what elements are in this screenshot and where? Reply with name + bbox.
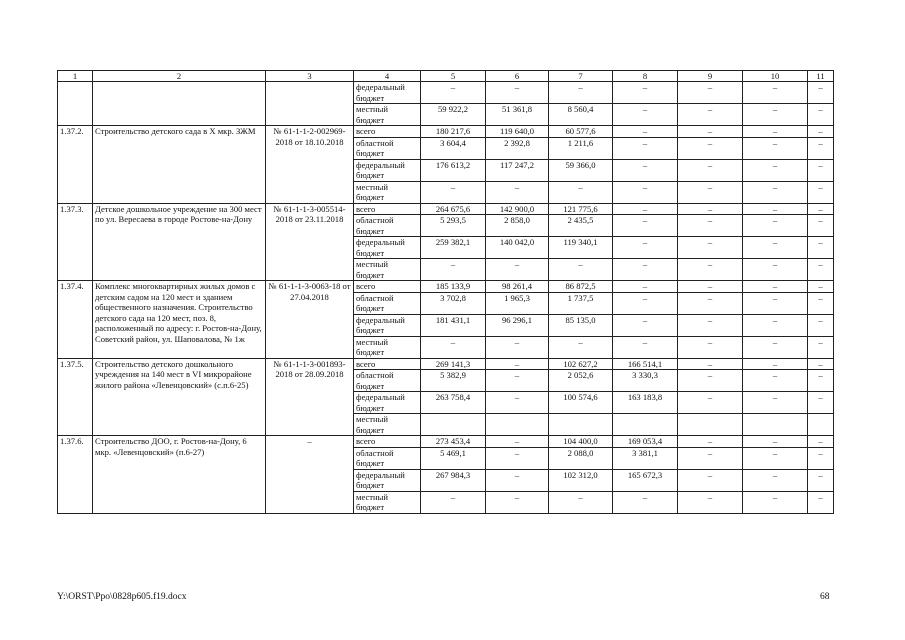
value-cell: –	[808, 392, 834, 414]
value-cell: –	[808, 292, 834, 314]
value-cell: –	[613, 104, 678, 126]
value-cell: –	[613, 237, 678, 259]
value-cell: –	[486, 491, 549, 513]
value-cell: –	[613, 137, 678, 159]
value-cell: –	[678, 203, 743, 215]
value-cell: 96 296,1	[486, 314, 549, 336]
item-name-cell: Строительство детского дошкольного учреждения на 140 мест в VI микрорайоне жилого района «Левенцовский» (с.п.6-25)	[93, 358, 266, 436]
value-cell: 2 088,0	[549, 447, 613, 469]
value-cell: –	[808, 203, 834, 215]
value-cell: –	[808, 336, 834, 358]
value-cell: –	[678, 259, 743, 281]
value-cell: –	[678, 436, 743, 448]
value-cell: –	[678, 370, 743, 392]
value-cell: –	[421, 181, 486, 203]
column-header-3: 3	[266, 71, 354, 82]
value-cell: –	[743, 447, 808, 469]
value-cell: –	[613, 336, 678, 358]
funding-source-cell: всего	[354, 358, 421, 370]
column-header-8: 8	[613, 71, 678, 82]
conclusion-cell: № 61-1-1-3-005514-2018 от 23.11.2018	[266, 203, 354, 281]
value-cell: –	[613, 215, 678, 237]
item-number-cell: 1.37.4.	[58, 281, 93, 359]
funding-source-cell: всего	[354, 436, 421, 448]
funding-source-cell: федеральный бюджет	[354, 159, 421, 181]
value-cell: –	[486, 370, 549, 392]
value-cell: 180 217,6	[421, 126, 486, 138]
value-cell: 3 330,3	[613, 370, 678, 392]
value-cell: 119 340,1	[549, 237, 613, 259]
funding-source-cell: областной бюджет	[354, 447, 421, 469]
value-cell: 166 514,1	[613, 358, 678, 370]
value-cell: 121 775,6	[549, 203, 613, 215]
value-cell: –	[743, 358, 808, 370]
value-cell: –	[808, 215, 834, 237]
item-number-cell: 1.37.5.	[58, 358, 93, 436]
value-cell: –	[613, 259, 678, 281]
value-cell: –	[808, 447, 834, 469]
conclusion-cell: № 61-1-1-2-002969-2018 от 18.10.2018	[266, 126, 354, 204]
value-cell: –	[678, 358, 743, 370]
value-cell: 2 435,5	[549, 215, 613, 237]
value-cell: –	[613, 159, 678, 181]
value-cell: –	[808, 82, 834, 104]
funding-source-cell: областной бюджет	[354, 292, 421, 314]
value-cell: –	[613, 181, 678, 203]
value-cell: –	[808, 370, 834, 392]
value-cell: –	[743, 370, 808, 392]
value-cell: –	[743, 104, 808, 126]
value-cell: –	[743, 215, 808, 237]
value-cell: 3 381,1	[613, 447, 678, 469]
value-cell: –	[808, 436, 834, 448]
value-cell: –	[613, 126, 678, 138]
value-cell: 60 577,6	[549, 126, 613, 138]
funding-source-cell: всего	[354, 203, 421, 215]
value-cell: –	[678, 137, 743, 159]
value-cell: 3 702,8	[421, 292, 486, 314]
value-cell: 264 675,6	[421, 203, 486, 215]
value-cell: –	[486, 436, 549, 448]
column-header-11: 11	[808, 71, 834, 82]
value-cell: –	[808, 237, 834, 259]
value-cell: –	[549, 259, 613, 281]
table-row	[58, 203, 834, 215]
value-cell: –	[743, 237, 808, 259]
funding-source-cell: местный бюджет	[354, 336, 421, 358]
value-cell: –	[678, 82, 743, 104]
value-cell: –	[743, 336, 808, 358]
value-cell: –	[743, 126, 808, 138]
document-path: Y:\ORST\Ppo\0828p605.f19.docx	[57, 592, 187, 602]
value-cell: 176 613,2	[421, 159, 486, 181]
value-cell: –	[421, 336, 486, 358]
value-cell: –	[808, 159, 834, 181]
funding-source-cell: местный бюджет	[354, 104, 421, 126]
value-cell: –	[678, 292, 743, 314]
value-cell: 273 453,4	[421, 436, 486, 448]
value-cell: –	[808, 358, 834, 370]
value-cell: –	[678, 104, 743, 126]
value-cell: –	[743, 491, 808, 513]
value-cell: –	[678, 336, 743, 358]
value-cell: –	[743, 203, 808, 215]
value-cell: 259 382,1	[421, 237, 486, 259]
value-cell: 5 293,5	[421, 215, 486, 237]
value-cell: 2 858,0	[486, 215, 549, 237]
value-cell: –	[421, 82, 486, 104]
value-cell: –	[678, 237, 743, 259]
value-cell: 269 141,3	[421, 358, 486, 370]
value-cell: 163 183,8	[613, 392, 678, 414]
conclusion-cell	[266, 82, 354, 126]
value-cell: 117 247,2	[486, 159, 549, 181]
value-cell	[678, 414, 743, 436]
funding-source-cell: всего	[354, 126, 421, 138]
value-cell: –	[743, 436, 808, 448]
funding-source-cell: местный бюджет	[354, 259, 421, 281]
value-cell: –	[808, 281, 834, 293]
value-cell: 98 261,4	[486, 281, 549, 293]
value-cell: –	[486, 447, 549, 469]
value-cell: –	[678, 469, 743, 491]
item-name-cell: Строительство детского сада в X мкр. ЗЖМ	[93, 126, 266, 204]
value-cell: –	[486, 392, 549, 414]
funding-source-cell: местный бюджет	[354, 414, 421, 436]
value-cell: –	[486, 181, 549, 203]
funding-source-cell: федеральный бюджет	[354, 314, 421, 336]
value-cell	[549, 414, 613, 436]
value-cell	[613, 414, 678, 436]
item-name-cell: Строительство ДОО, г. Ростов-на-Дону, 6 мкр. «Левенцовский» (п.6-27)	[93, 436, 266, 514]
value-cell: 185 133,9	[421, 281, 486, 293]
table-header	[58, 71, 834, 82]
value-cell: –	[808, 126, 834, 138]
value-cell: 85 135,0	[549, 314, 613, 336]
item-name-cell	[93, 82, 266, 126]
funding-source-cell: областной бюджет	[354, 137, 421, 159]
value-cell: 1 965,3	[486, 292, 549, 314]
value-cell: –	[808, 181, 834, 203]
funding-source-cell: федеральный бюджет	[354, 392, 421, 414]
value-cell: 1 737,5	[549, 292, 613, 314]
value-cell: –	[808, 259, 834, 281]
value-cell: –	[678, 215, 743, 237]
value-cell: –	[743, 292, 808, 314]
value-cell: –	[678, 491, 743, 513]
value-cell: 5 382,9	[421, 370, 486, 392]
value-cell: 5 469,1	[421, 447, 486, 469]
page-number: 68	[820, 592, 830, 602]
column-header-4: 4	[354, 71, 421, 82]
value-cell: –	[743, 314, 808, 336]
funding-source-cell: областной бюджет	[354, 370, 421, 392]
value-cell: –	[743, 159, 808, 181]
conclusion-cell: № 61-1-1-3-001893-2018 от 28.09.2018	[266, 358, 354, 436]
item-number-cell: 1.37.3.	[58, 203, 93, 281]
item-name-cell: Комплекс многоквартирных жилых домов с детским садом на 120 мест и зданием общественного назначения. Строительство детского сада на 120 мест, поз. 8, расположенный по адресу: г. Ростов-на-Дону, Советский район, ул. Шаповалова, № 1ж	[93, 281, 266, 359]
value-cell: –	[613, 491, 678, 513]
value-cell: –	[549, 181, 613, 203]
value-cell: –	[613, 281, 678, 293]
value-cell: 181 431,1	[421, 314, 486, 336]
value-cell: 51 361,8	[486, 104, 549, 126]
value-cell: 142 900,0	[486, 203, 549, 215]
value-cell: –	[613, 82, 678, 104]
value-cell: –	[613, 203, 678, 215]
value-cell: 59 366,0	[549, 159, 613, 181]
value-cell	[743, 414, 808, 436]
value-cell: 169 053,4	[613, 436, 678, 448]
value-cell: –	[808, 314, 834, 336]
table-row	[58, 358, 834, 370]
funding-source-cell: местный бюджет	[354, 491, 421, 513]
value-cell: –	[808, 491, 834, 513]
value-cell: –	[743, 137, 808, 159]
value-cell	[808, 414, 834, 436]
value-cell: –	[421, 259, 486, 281]
item-number-cell: 1.37.2.	[58, 126, 93, 204]
table-body	[58, 82, 834, 514]
column-header-5: 5	[421, 71, 486, 82]
funding-source-cell: федеральный бюджет	[354, 469, 421, 491]
funding-source-cell: всего	[354, 281, 421, 293]
value-cell: –	[808, 104, 834, 126]
value-cell: –	[743, 392, 808, 414]
funding-source-cell: федеральный бюджет	[354, 237, 421, 259]
value-cell: 2 392,8	[486, 137, 549, 159]
value-cell: 2 052,6	[549, 370, 613, 392]
table-row	[58, 82, 834, 104]
value-cell: 102 627,2	[549, 358, 613, 370]
value-cell: –	[743, 281, 808, 293]
value-cell: –	[678, 181, 743, 203]
value-cell	[486, 414, 549, 436]
conclusion-cell: –	[266, 436, 354, 514]
value-cell: –	[743, 469, 808, 491]
value-cell: 3 604,4	[421, 137, 486, 159]
value-cell: –	[678, 281, 743, 293]
table-row	[58, 126, 834, 138]
value-cell: –	[743, 259, 808, 281]
item-name-cell: Детское дошкольное учреждение на 300 мест по ул. Вересаева в городе Ростове-на-Дону	[93, 203, 266, 281]
conclusion-cell: № 61-1-1-3-0063-18 от 27.04.2018	[266, 281, 354, 359]
funding-source-cell: федеральный бюджет	[354, 82, 421, 104]
column-header-7: 7	[549, 71, 613, 82]
item-number-cell: 1.37.6.	[58, 436, 93, 514]
value-cell	[421, 414, 486, 436]
value-cell: –	[613, 314, 678, 336]
value-cell: –	[678, 159, 743, 181]
value-cell: –	[486, 259, 549, 281]
value-cell: –	[678, 126, 743, 138]
value-cell: –	[613, 292, 678, 314]
column-header-10: 10	[743, 71, 808, 82]
value-cell: 263 758,4	[421, 392, 486, 414]
budget-table	[57, 70, 834, 514]
value-cell: –	[678, 314, 743, 336]
value-cell: –	[486, 336, 549, 358]
funding-source-cell: местный бюджет	[354, 181, 421, 203]
column-header-6: 6	[486, 71, 549, 82]
value-cell: 59 922,2	[421, 104, 486, 126]
value-cell: 1 211,6	[549, 137, 613, 159]
funding-source-cell: областной бюджет	[354, 215, 421, 237]
table-row	[58, 436, 834, 448]
value-cell: –	[486, 358, 549, 370]
value-cell: –	[808, 137, 834, 159]
value-cell: –	[808, 469, 834, 491]
item-number-cell	[58, 82, 93, 126]
value-cell: –	[549, 336, 613, 358]
value-cell: –	[678, 392, 743, 414]
value-cell: 104 400,0	[549, 436, 613, 448]
value-cell: –	[743, 181, 808, 203]
value-cell: 100 574,6	[549, 392, 613, 414]
value-cell: 8 560,4	[549, 104, 613, 126]
column-header-2: 2	[93, 71, 266, 82]
value-cell: 165 672,3	[613, 469, 678, 491]
value-cell: –	[549, 491, 613, 513]
value-cell: 86 872,5	[549, 281, 613, 293]
table-row	[58, 281, 834, 293]
value-cell: 119 640,0	[486, 126, 549, 138]
value-cell: 267 984,3	[421, 469, 486, 491]
column-header-9: 9	[678, 71, 743, 82]
value-cell: –	[421, 491, 486, 513]
column-header-1: 1	[58, 71, 93, 82]
value-cell: –	[486, 469, 549, 491]
value-cell: 102 312,0	[549, 469, 613, 491]
value-cell: 140 042,0	[486, 237, 549, 259]
value-cell: –	[549, 82, 613, 104]
value-cell: –	[678, 447, 743, 469]
value-cell: –	[486, 82, 549, 104]
value-cell: –	[743, 82, 808, 104]
